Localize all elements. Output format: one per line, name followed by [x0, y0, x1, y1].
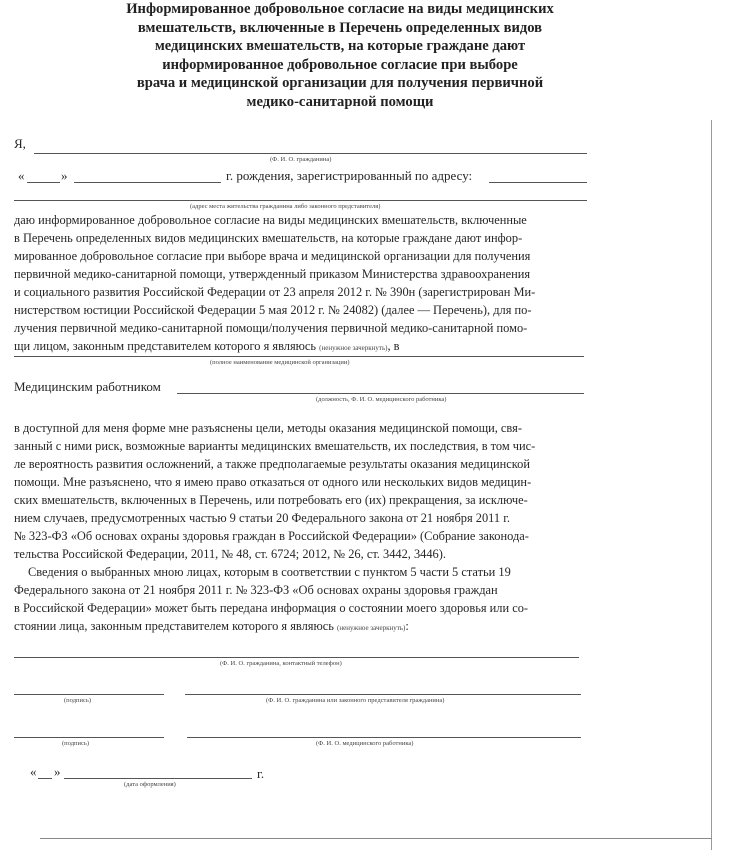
worker-caption: (должность, Ф. И. О. медицинского работника) — [316, 396, 447, 403]
signature-caption-worker: (подпись) — [62, 740, 89, 747]
paragraph-line-text: стоянии лица, законным представителем которого я являюсь — [14, 619, 334, 633]
birth-date-quote-open: « — [18, 168, 25, 183]
title-line: врача и медицинской организации для получения первичной — [136, 75, 544, 91]
paragraph-line: тельства Российской Федерации, 2011, № 48, ст. 6724; 2012, № 26, ст. 3442, 3446). — [14, 547, 446, 561]
title-line: медицинских вмешательств, на которые граждане дают — [154, 38, 526, 54]
paragraph-line: первичной медико-санитарной помощи, утвержденный приказом Министерства здравоохранения — [14, 267, 531, 281]
fio-line[interactable] — [34, 153, 587, 154]
paragraph-line: ских вмешательств, включенных в Перечень, или потребовать его (их) прекращения, за исключе- — [14, 493, 528, 507]
address-caption: (адрес места жительства гражданина либо законного представителя) — [190, 203, 381, 210]
paragraph-line: лучения первичной медико-санитарной помощи/получения первичной медико-санитарной помо- — [14, 321, 528, 335]
title-line: медико-санитарной помощи — [246, 93, 434, 110]
paragraph-line: ле вероятность развития осложнений, а также предполагаемые результаты оказания медицинской — [14, 457, 531, 471]
name-caption-citizen: (Ф. И. О. гражданина или законного представителя гражданина) — [266, 697, 445, 704]
page-edge-bottom — [40, 838, 712, 839]
name-caption-worker: (Ф. И. О. медицинского работника) — [316, 740, 414, 747]
paragraph-line — [14, 619, 409, 634]
strike-note: (ненужное зачеркнуть) — [319, 344, 388, 352]
date-month-line[interactable] — [64, 778, 252, 779]
paragraph-line: даю информированное добровольное согласие на виды медицинских вмешательств, включенные — [14, 213, 527, 227]
paragraph-line: Сведения о выбранных мною лицах, которым в соответствии с пунктом 5 части 5 статьи 19 — [28, 565, 511, 579]
title-line: информированное добровольное согласие при выборе — [162, 56, 518, 73]
paragraph-line: в доступной для меня форме мне разъяснены цели, методы оказания медицинской помощи, свя- — [14, 421, 522, 435]
name-line-citizen[interactable] — [185, 694, 581, 695]
paragraph-line: помощи. Мне разъяснено, что я имею право отказаться от одного или нескольких видов медицин- — [14, 475, 532, 489]
paragraph-line: в Перечень определенных видов медицинских вмешательств, на которые граждане дают инфор- — [14, 231, 523, 245]
signature-caption-citizen: (подпись) — [64, 697, 91, 704]
title-line: вмешательств, включенные в Перечень определенных видов — [137, 19, 543, 36]
date-caption: (дата оформления) — [124, 781, 176, 788]
ya-label: Я, — [14, 136, 26, 151]
paragraph-line: занный с ними риск, возможные варианты медицинских вмешательств, их последствия, в том чис- — [14, 439, 536, 453]
address-line-2[interactable] — [14, 200, 587, 201]
paragraph-line — [14, 339, 400, 354]
date-day-line[interactable] — [38, 778, 52, 779]
address-line-1[interactable] — [489, 182, 587, 183]
signature-line-worker[interactable] — [14, 737, 164, 738]
organization-caption: (полное наименование медицинской организации) — [210, 359, 350, 366]
worker-line[interactable] — [177, 393, 584, 394]
paragraph-line: и социального развития Российской Федерации от 23 апреля 2012 г. № 390н (зарегистрирован Ми- — [14, 285, 536, 299]
paragraph-line: в Российской Федерации» может быть передана информация о состоянии моего здоровья или со- — [14, 601, 529, 615]
organization-line[interactable] — [14, 356, 584, 357]
paragraph-line-tail: : — [405, 619, 409, 633]
paragraph-line: Федерального закона от 21 ноября 2011 г. № 323-ФЗ «Об основах охраны здоровья граждан — [14, 583, 498, 597]
paragraph-line: нием случаев, предусмотренных частью 9 статьи 20 Федерального закона от 21 ноября 2011 г. — [14, 511, 510, 525]
date-quote-open: « — [30, 764, 37, 779]
contact-line[interactable] — [14, 657, 579, 658]
birth-date-quote-close: » — [61, 168, 68, 183]
paragraph-line-tail: , в — [387, 339, 400, 353]
birth-month-line[interactable] — [74, 182, 221, 183]
date-quote-close: » — [54, 764, 61, 779]
paragraph-line: нистерством юстиции Российской Федерации 5 мая 2012 г. № 24082) (далее — Перечень), для по- — [14, 303, 532, 317]
page-edge-right — [711, 120, 712, 850]
paragraph-line-text: щи лицом, законным представителем которого я являюсь — [14, 339, 317, 353]
fio-caption: (Ф. И. О. гражданина) — [270, 156, 332, 163]
paragraph-line: № 323-ФЗ «Об основах охраны здоровья граждан в Российской Федерации» (Собрание законода- — [14, 529, 529, 543]
document-title — [40, 0, 640, 111]
worker-label: Медицинским работником — [14, 379, 161, 394]
paragraph-line: мированное добровольное согласие при выборе врача и медицинской организации для получения — [14, 249, 531, 263]
birth-day-line[interactable] — [27, 182, 60, 183]
name-line-worker[interactable] — [187, 737, 581, 738]
birth-text: г. рождения, зарегистрированный по адресу: — [226, 168, 473, 183]
title-line: Информированное добровольное согласие на виды медицинских — [126, 1, 554, 17]
contact-caption: (Ф. И. О. гражданина, контактный телефон) — [220, 660, 342, 667]
strike-note: (ненужное зачеркнуть) — [337, 624, 406, 632]
signature-line-citizen[interactable] — [14, 694, 164, 695]
date-year-suffix: г. — [257, 766, 265, 781]
